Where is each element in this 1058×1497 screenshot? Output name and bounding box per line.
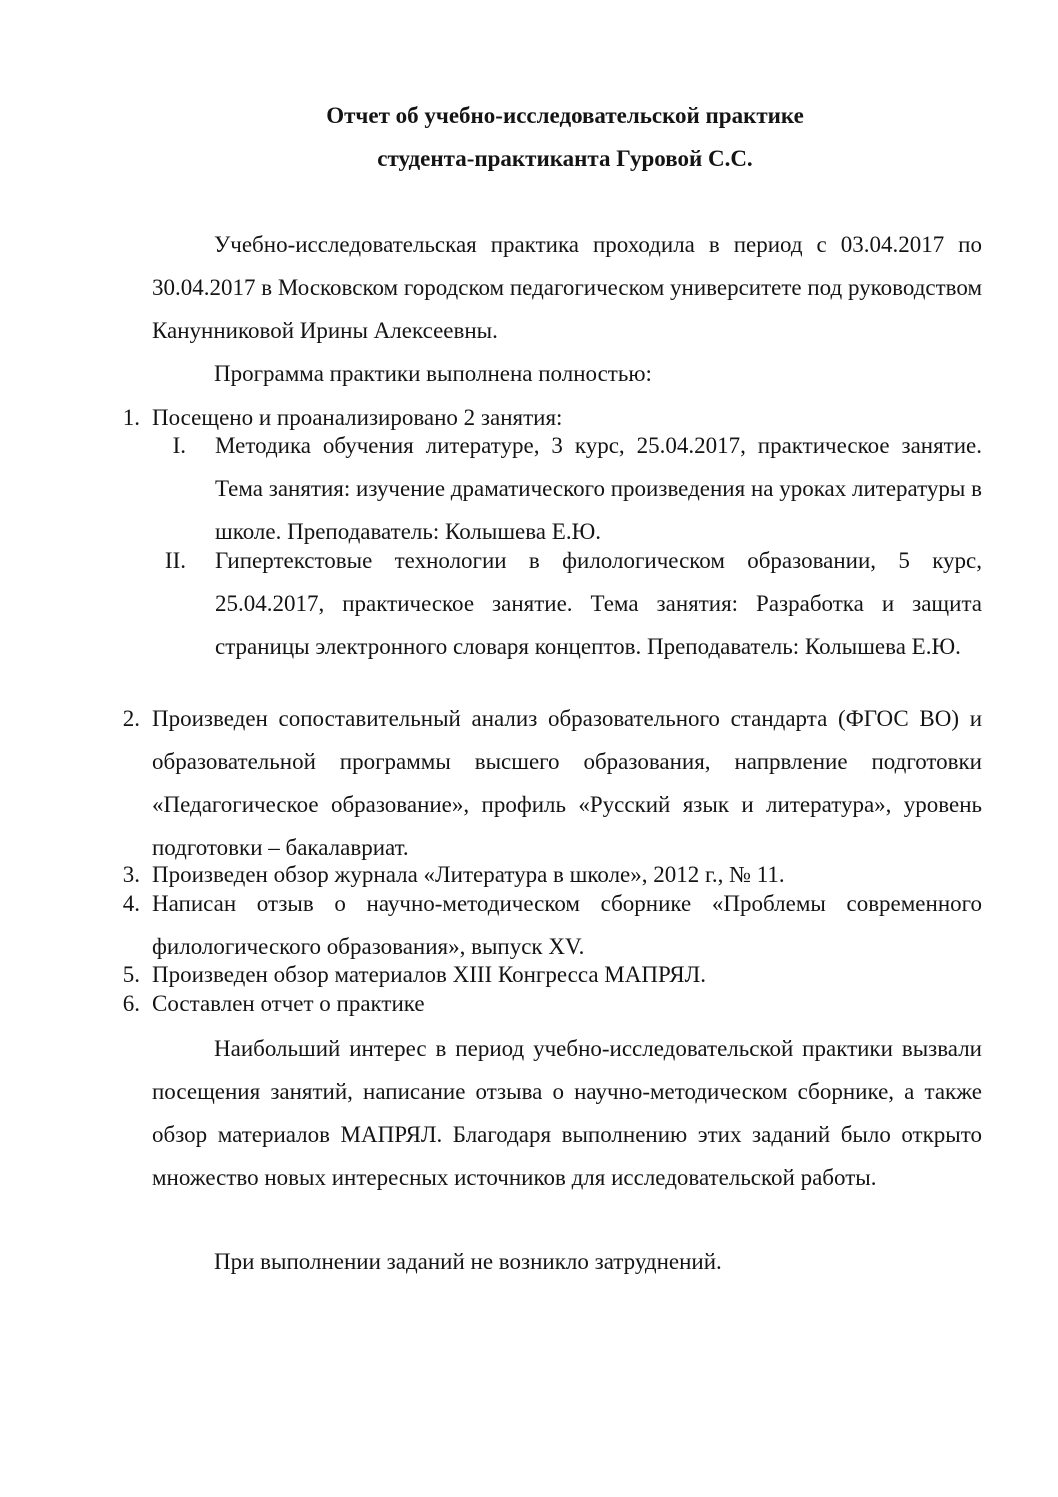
list-item: Произведен обзор материалов XIII Конгресса МАПРЯЛ.	[152, 962, 706, 987]
list-number: 5.	[122, 962, 140, 987]
sublist-number: II.	[164, 548, 186, 573]
report-title-line-1: Отчет об учебно-исследовательской практике	[326, 103, 804, 128]
list-item: Произведен обзор журнала «Литература в школе», 2012 г., № 11.	[152, 862, 785, 887]
list-item: Произведен сопоставительный анализ образовательного стандарта (ФГОС ВО) и образовательной программы высшего образования, напрвление подготовки «Педагогическое образование», профиль «Русский язык и литература», уровень подготовки – бакалавриат.	[152, 706, 982, 860]
list-number: 1.	[122, 405, 140, 430]
list-number: 2.	[122, 706, 140, 731]
conclusion-paragraph: Наибольший интерес в период учебно-исследовательской практики вызвали посещения занятий, написание отзыва о научно-методическом сборнике, а также обзор материалов МАПРЯЛ. Благодаря выполнению этих заданий было открыто множество новых интересных источников для исследовательской работы.	[152, 1036, 982, 1190]
intro-paragraph: Учебно-исследовательская практика проходила в период с 03.04.2017 по 30.04.2017 в Московском городском педагогическом университете под руководством Канунниковой Ирины Алексеевны.	[152, 232, 982, 343]
sublist-number: I.	[172, 433, 186, 458]
list-number: 3.	[122, 862, 140, 887]
final-paragraph: При выполнении заданий не возникло затруднений.	[214, 1249, 722, 1274]
list-number: 6.	[122, 991, 140, 1016]
sublist-item: Методика обучения литературе, 3 курс, 25.04.2017, практическое занятие. Тема занятия: изучение драматического произведения на уроках литературы в школе. Преподаватель: Колышева Е.Ю.	[215, 433, 982, 544]
list-item: Посещено и проанализировано 2 занятия:	[152, 405, 563, 430]
list-item: Написан отзыв о научно-методическом сборнике «Проблемы современного филологического образования», выпуск XV.	[152, 891, 982, 959]
list-number: 4.	[122, 891, 140, 916]
sublist-item: Гипертекстовые технологии в филологическом образовании, 5 курс, 25.04.2017, практическое занятие. Тема занятия: Разработка и защита страницы электронного словаря концептов. Преподаватель: Колышева Е.Ю.	[215, 548, 982, 659]
list-item: Составлен отчет о практике	[152, 991, 425, 1016]
report-title-line-2: студента-практиканта Гуровой С.С.	[377, 146, 753, 171]
program-paragraph: Программа практики выполнена полностью:	[214, 361, 652, 386]
